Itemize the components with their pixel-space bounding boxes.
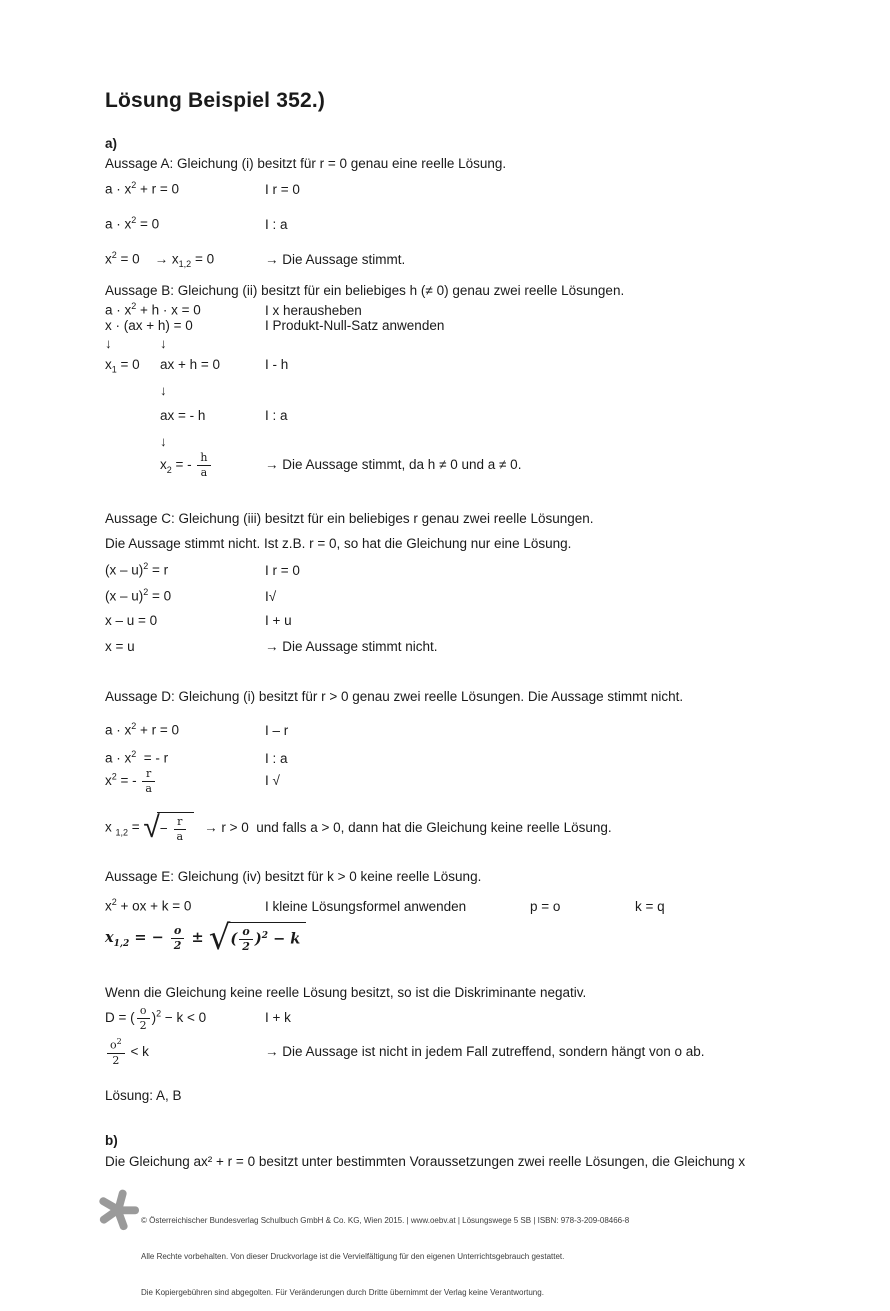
equation: x = u	[105, 639, 135, 654]
aussage-c-intro: Aussage C: Gleichung (iii) besitzt für ein beliebiges r genau zwei reelle Lösungen.	[105, 511, 594, 526]
section-a-label: a)	[105, 136, 118, 151]
equation: $a \cdot x^2 + r = 0$	[105, 180, 180, 197]
operation: I r = 0	[265, 181, 300, 197]
publisher-logo-icon	[97, 1187, 139, 1233]
eq-row	[105, 812, 865, 844]
operation: I √	[265, 773, 280, 789]
equation: x $_{1,2}$ = √ − $\frac{r}{a}$	[105, 812, 194, 844]
equation: x – u = 0	[105, 613, 158, 628]
eq-row	[105, 215, 865, 233]
equation: $a \cdot x^2 + h \cdot x = 0$	[105, 301, 201, 318]
equation: $x^2$ + ox + k = 0	[105, 897, 192, 914]
arrow-row	[160, 383, 890, 400]
eq-row	[105, 357, 865, 376]
down-arrow-icon: ↓	[160, 383, 167, 398]
footer-line-1: © Österreichischer Bundesverlag Schulbuch GmbH & Co. KG, Wien 2015. | www.oebv.at | Lösungswege 5 SB | ISBN: 978-3-209-08466-8	[141, 1216, 630, 1225]
eq-row	[105, 301, 865, 319]
operation: I√	[265, 588, 277, 604]
eq-row	[105, 318, 865, 335]
eq-row	[160, 452, 890, 479]
section-b-text: Die Gleichung ax² + r = 0 besitzt unter bestimmten Voraussetzungen zwei reelle Lösungen, die Gleichung x	[105, 1154, 746, 1169]
conclusion: → Die Aussage stimmt.	[265, 251, 406, 267]
equation: $a \cdot x^2$ = - r	[105, 749, 169, 766]
aussage-e-note: Wenn die Gleichung keine reelle Lösung besitzt, so ist die Diskriminante negativ.	[105, 985, 587, 1000]
equation: $x_{1,2}$ = − $\frac{o}{2}$ ± √ ( $\frac{o}{2}$ )$^2$ − k	[105, 922, 306, 954]
footer-line-3: Die Kopiergebühren sind abgegolten. Für Veränderungen durch Dritte übernimmt der Verlag keine Verantwortung.	[141, 1288, 544, 1297]
arrow-row	[160, 434, 890, 451]
conclusion: → Die Aussage stimmt, da h ≠ 0 und a ≠ 0.	[265, 457, 522, 473]
eq-row	[105, 721, 865, 739]
eq-row	[105, 749, 865, 767]
aussage-c-note: Die Aussage stimmt nicht. Ist z.B. r = 0, so hat die Gleichung nur eine Lösung.	[105, 536, 572, 551]
aussage-a-intro: Aussage A: Gleichung (i) besitzt für r = 0 genau eine reelle Lösung.	[105, 156, 507, 171]
aussage-b-intro: Aussage B: Gleichung (ii) besitzt für ein beliebiges h (≠ 0) genau zwei reelle Lösungen.	[105, 283, 625, 298]
equation: (x – u)$^2$ = 0	[105, 587, 172, 604]
arrow-row	[105, 336, 865, 353]
eq-row	[105, 639, 865, 656]
section-b-label: b)	[105, 1133, 118, 1148]
down-arrow-icon: ↓	[160, 336, 167, 351]
operation: I - h	[265, 357, 289, 372]
page-title: Lösung Beispiel 352.)	[105, 89, 326, 112]
equation: x · (ax + h) = 0	[105, 318, 193, 333]
equation: $x_2$ = - $\frac{h}{a}$	[160, 452, 265, 479]
equation: ax + h = 0	[160, 357, 221, 372]
eq-row	[105, 561, 865, 579]
equation: ax = - h	[160, 408, 206, 423]
eq-row	[105, 768, 865, 795]
substitution: k = q	[635, 898, 665, 914]
equation: $a \cdot x^2 + r = 0$	[105, 721, 180, 738]
conclusion: → Die Aussage ist nicht in jedem Fall zutreffend, sondern hängt von o ab.	[265, 1043, 705, 1059]
eq-row	[105, 250, 865, 270]
eq-row	[105, 587, 865, 605]
down-arrow-icon: ↓	[105, 336, 112, 351]
conclusion: → Die Aussage stimmt nicht.	[265, 639, 438, 654]
conclusion: → r > 0 und falls a > 0, dann hat die Gleichung keine reelle Lösung.	[204, 819, 612, 835]
eq-row	[105, 1005, 865, 1032]
equation: $x^2 = 0$ → $x_{1,2} = 0$	[105, 250, 215, 270]
operation: I Produkt-Null-Satz anwenden	[265, 318, 445, 333]
eq-row	[105, 897, 865, 915]
eq-row	[105, 613, 865, 630]
equation: $\frac{o^2}{2}$ < k	[105, 1038, 265, 1067]
operation: I r = 0	[265, 562, 300, 578]
aussage-d-intro: Aussage D: Gleichung (i) besitzt für r > 0 genau zwei reelle Lösungen. Die Aussage stimmt nicht.	[105, 689, 684, 704]
operation: I x herausheben	[265, 302, 362, 318]
footer	[141, 1191, 629, 1311]
substitution: p = o	[530, 898, 561, 914]
eq-row	[160, 408, 890, 425]
operation: I : a	[265, 216, 288, 232]
operation: I + k	[265, 1010, 291, 1026]
eq-row	[105, 180, 865, 198]
operation: I kleine Lösungsformel anwenden	[265, 898, 467, 914]
equation: (x – u)$^2$ = r	[105, 561, 169, 578]
operation: I : a	[265, 750, 288, 766]
operation: I + u	[265, 613, 292, 628]
operation: I : a	[265, 408, 288, 423]
eq-row	[105, 1038, 865, 1067]
solution-formula	[105, 917, 865, 958]
down-arrow-icon: ↓	[160, 434, 167, 449]
equation: D = ( $\frac{o}{2}$ )$^2$ − k < 0	[105, 1004, 207, 1033]
operation: I – r	[265, 722, 289, 738]
equation: $x_1 = 0$	[105, 357, 140, 375]
result-line: Lösung: A, B	[105, 1088, 182, 1103]
equation: $a \cdot x^2 = 0$	[105, 215, 160, 232]
footer-line-2: Alle Rechte vorbehalten. Von dieser Druckvorlage ist die Vervielfältigung für den eigenen Unterrichtsgebrauch gestattet.	[141, 1252, 565, 1261]
equation: $x^2$ = - $\frac{r}{a}$	[105, 768, 265, 795]
aussage-e-intro: Aussage E: Gleichung (iv) besitzt für k > 0 keine reelle Lösung.	[105, 869, 482, 884]
